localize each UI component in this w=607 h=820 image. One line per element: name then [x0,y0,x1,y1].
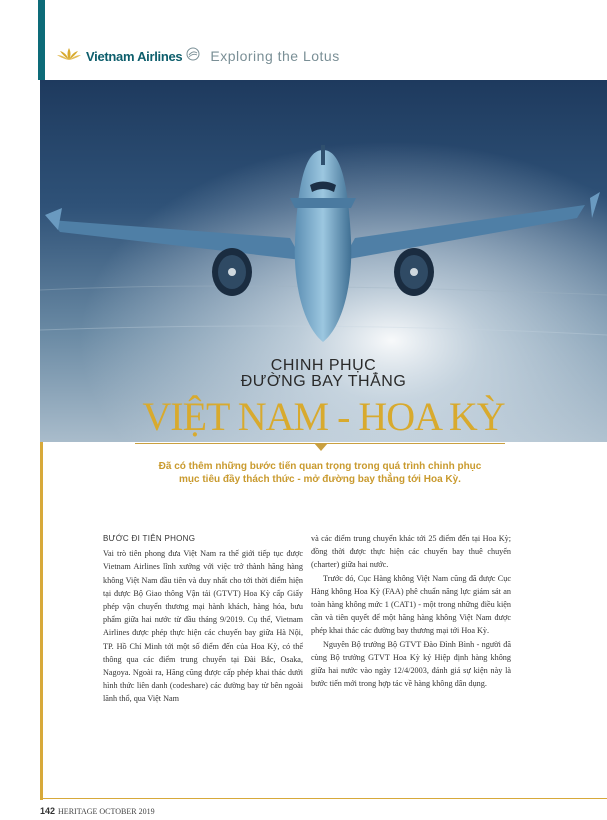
article-paragraph: Trước đó, Cục Hàng không Việt Nam cũng đã được Cục Hàng không Hoa Kỳ (FAA) phê chuẩn năng lực giám sát an toàn hàng không mức 1 (CAT1) - một trong những điều kiện cần và tiên quyết để một hãng hàng không Việt Nam được phép khai thác các đường bay thương mại tới Hoa Kỳ. [311,573,511,636]
title-divider-notch [314,443,328,451]
magazine-issue: HERITAGE OCTOBER 2019 [58,807,155,816]
article-column-2 [311,532,511,690]
tagline: Exploring the Lotus [210,48,340,64]
lotus-logo-icon [56,46,82,67]
page-header [56,44,340,68]
page-border-bottom [40,798,607,799]
article-paragraph: Nguyên Bộ trưởng Bộ GTVT Đào Đình Bình - người đã cùng Bộ trưởng GTVT Hoa Kỳ ký Hiệp định hàng không giữa hai nước vào ngày 12/4/2003, đánh giá sự kiện này là bước tiến mới trong hợp tác về hàng không dân dụng. [311,639,511,689]
page-footer [40,806,155,816]
hero-title-line2: ĐƯỜNG BAY THẲNG [240,373,407,390]
article-column-1 [103,532,303,706]
article-paragraph: Vai trò tiên phong đưa Việt Nam ra thế giới tiếp tục được Vietnam Airlines lĩnh xướng với việc trở thành hãng hàng không Việt Nam đầu tiên và duy nhất cho tới thời điểm hiện tại được Bộ Giao thông Vận tải (GTVT) Hoa Kỳ cấp Giấy phép vận chuyển thương mại hành khách, hàng hóa, bưu phẩm giữa hai nước từ đầu tháng 9/2019. Cụ thể, Vietnam Airlines được phép thực hiện các chuyến bay giữa Hà Nội, TP. Hồ Chí Minh tới một số điểm đến của Hoa Kỳ, có thể thông qua các điểm trung chuyển tại Đài Bắc, Osaka, Nagoya. Ngoài ra, Hãng cũng được cấp phép khai thác dưới hình thức liên danh (codeshare) các đường bay từ bên ngoài lãnh thổ, qua Việt Nam [103,549,303,704]
section-heading: BƯỚC ĐI TIÊN PHONG [103,534,196,543]
hero-title-line3: VIỆT NAM - HOA KỲ [142,394,505,439]
skyteam-icon [186,47,200,66]
header-accent-bar [38,0,45,80]
page-number: 142 [40,806,56,816]
lead-paragraph: Đã có thêm những bước tiến quan trọng trong quá trình chinh phục mục tiêu đầy thách thức - mở đường bay thẳng tới Hoa Kỳ. [158,461,482,485]
article-paragraph: và các điểm trung chuyển khác tới 25 điểm đến tại Hoa Kỳ; đồng thời được thực hiện các chuyến bay thuê chuyến (charter) giữa hai nước. [311,534,511,570]
hero-title-line1: CHINH PHỤC [270,357,377,374]
brand-name: Vietnam Airlines [86,48,183,64]
